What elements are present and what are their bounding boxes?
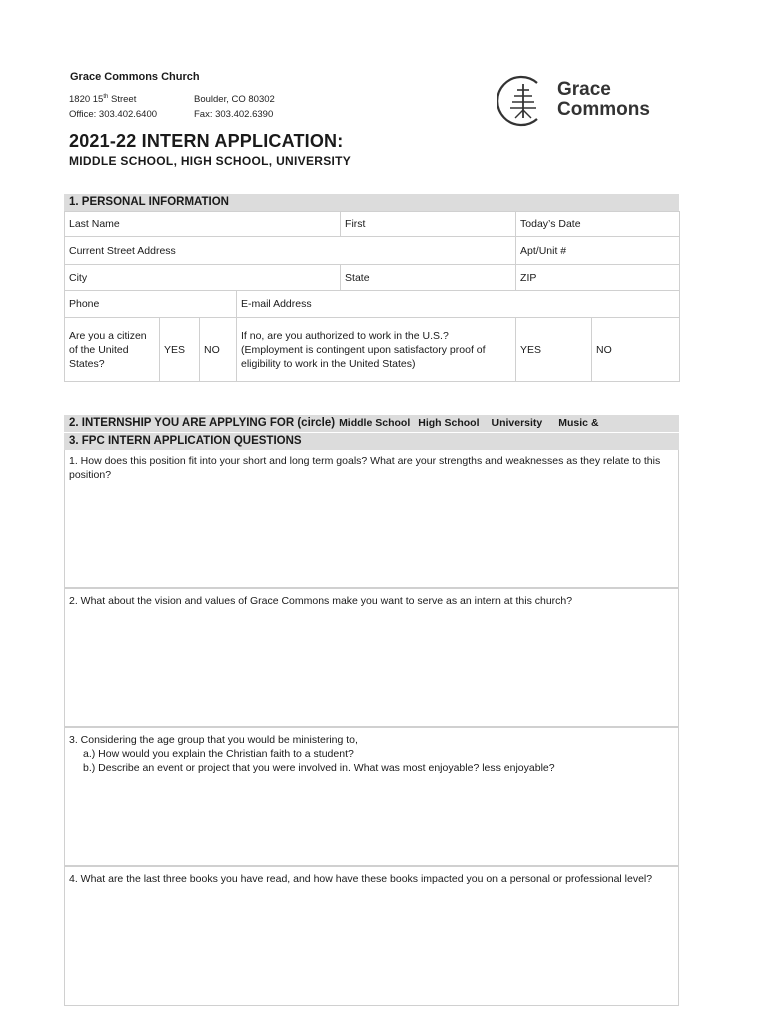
- question-3-box[interactable]: [64, 727, 679, 866]
- option-middle-school[interactable]: Middle School: [339, 417, 411, 429]
- todays-date-field[interactable]: Today’s Date: [516, 212, 680, 237]
- apt-unit-field[interactable]: Apt/Unit #: [516, 237, 680, 265]
- option-university[interactable]: University: [491, 417, 543, 429]
- street-address: 1820 15th Street: [69, 94, 137, 106]
- first-name-field[interactable]: First: [341, 212, 516, 237]
- email-field[interactable]: E-mail Address: [237, 291, 680, 318]
- city-state-zip: Boulder, CO 80302: [194, 94, 275, 105]
- zip-field[interactable]: ZIP: [516, 265, 680, 291]
- question-3-intro: 3. Considering the age group that you would be ministering to,: [69, 734, 358, 746]
- citizen-question: Are you a citizen of the United States?: [65, 318, 160, 382]
- personal-information-table: [64, 211, 680, 382]
- question-4-text: 4. What are the last three books you have read, and how have these books impacted you on a personal or professional level?: [69, 873, 653, 885]
- question-2-text: 2. What about the vision and values of Grace Commons make you want to serve as an intern at this church?: [69, 595, 573, 607]
- page-title: 2021-22 INTERN APPLICATION:: [69, 131, 344, 151]
- question-1-text: 1. How does this position fit into your short and long term goals? What are your strengths and weaknesses as they relate to this position?: [69, 455, 661, 481]
- work-authorization-question: If no, are you authorized to work in the U.S.? (Employment is contingent upon satisfactory proof of eligibility to work in the United States): [237, 318, 516, 382]
- page-subtitle: MIDDLE SCHOOL, HIGH SCHOOL, UNIVERSITY: [69, 154, 352, 168]
- office-phone: Office: 303.402.6400: [69, 109, 158, 120]
- authorized-yes-option[interactable]: YES: [516, 318, 592, 382]
- question-4-box[interactable]: [64, 866, 679, 1006]
- phone-field[interactable]: Phone: [65, 291, 237, 318]
- question-1-box[interactable]: [64, 450, 679, 588]
- question-3b-text: b.) Describe an event or project that you were involved in. What was most enjoyable? less enjoyable?: [83, 762, 555, 774]
- state-field[interactable]: State: [341, 265, 516, 291]
- logo-wordmark: Grace Commons: [557, 79, 650, 120]
- citizen-yes-option[interactable]: YES: [160, 318, 200, 382]
- organization-name: Grace Commons Church: [70, 71, 200, 83]
- question-3a-text: a.) How would you explain the Christian faith to a student?: [83, 748, 354, 760]
- section-internship-heading: 2. INTERNSHIP YOU ARE APPLYING FOR (circle) Middle School High School University Music &: [64, 415, 679, 432]
- last-name-field[interactable]: Last Name: [65, 212, 341, 237]
- authorized-no-option[interactable]: NO: [592, 318, 680, 382]
- option-music[interactable]: Music &: [558, 417, 599, 429]
- option-high-school[interactable]: High School: [418, 417, 480, 429]
- grace-commons-logo: [497, 74, 672, 128]
- tree-logo-icon: [497, 74, 551, 128]
- street-address-field[interactable]: Current Street Address: [65, 237, 516, 265]
- section-personal-information-heading: 1. PERSONAL INFORMATION: [64, 194, 679, 211]
- fax-number: Fax: 303.402.6390: [194, 109, 274, 120]
- question-2-box[interactable]: [64, 588, 679, 727]
- city-field[interactable]: City: [65, 265, 341, 291]
- section-questions-heading: 3. FPC INTERN APPLICATION QUESTIONS: [64, 433, 679, 450]
- citizen-no-option[interactable]: NO: [200, 318, 237, 382]
